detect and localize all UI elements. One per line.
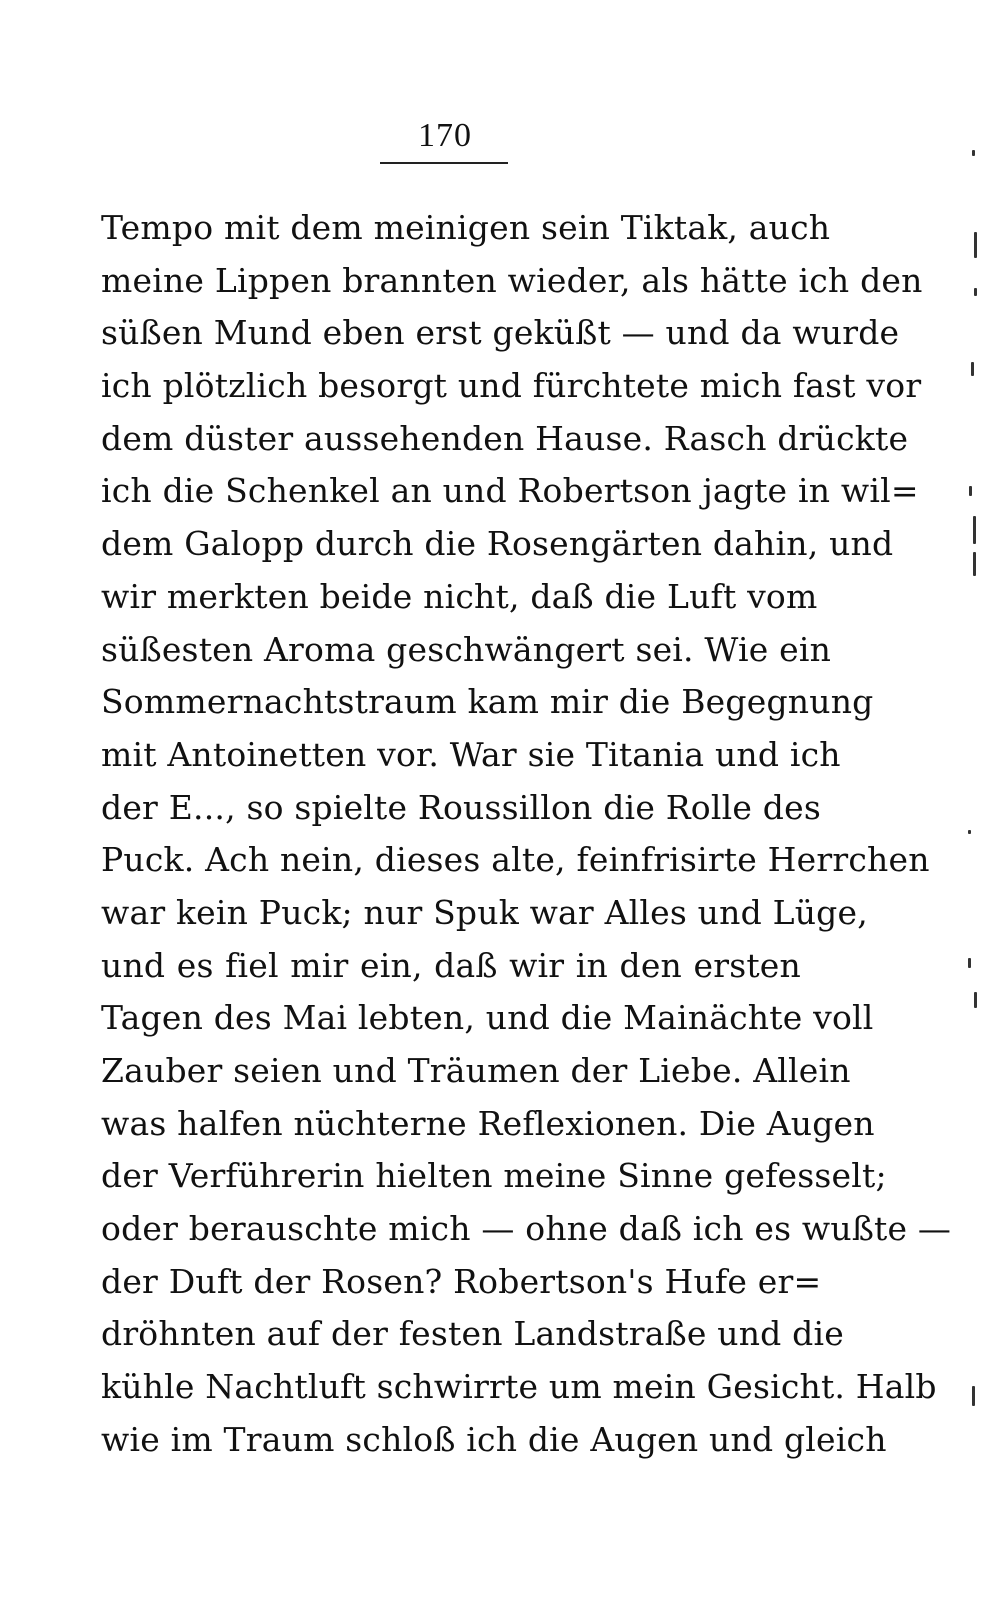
text-line: war kein Puck; nur Spuk war Alles und Lüge, — [101, 892, 868, 932]
text-line: Sommernachtstraum kam mir die Begegnung — [101, 682, 874, 722]
text-line: dem düster aussehenden Hause. Rasch drückte — [101, 418, 909, 458]
scan-speck — [974, 992, 977, 1008]
text-line: mit Antoinetten vor. War sie Titania und ich — [101, 734, 841, 774]
text-line: wir merkten beide nicht, daß die Luft vom — [101, 576, 818, 616]
scan-speck — [974, 232, 977, 258]
text-line: Zauber seien und Träumen der Liebe. Allein — [101, 1051, 851, 1090]
text-line: Puck. Ach nein, dieses alte, feinfrisirte Herrchen — [101, 840, 930, 880]
text-line: süßesten Aroma geschwängert sei. Wie ein — [101, 629, 832, 669]
text-line: dröhnten auf der festen Landstraße und die — [101, 1314, 844, 1354]
scan-speck — [968, 958, 971, 968]
body-text — [101, 202, 952, 1467]
text-line: süßen Mund eben erst geküßt — und da wurde — [101, 313, 900, 353]
scan-speck — [974, 288, 977, 296]
text-line: ich die Schenkel an und Robertson jagte in wil= — [101, 471, 919, 511]
text-line: kühle Nachtluft schwirrte um mein Gesicht. Halb — [101, 1367, 937, 1407]
text-line: was halfen nüchterne Reflexionen. Die Augen — [101, 1103, 875, 1143]
scan-speck — [971, 362, 974, 376]
text-line: oder berauschte mich — ohne daß ich es wußte — — [101, 1209, 952, 1249]
scan-speck — [968, 830, 971, 834]
text-line: wie im Traum schloß ich die Augen und gleich — [101, 1419, 887, 1459]
scan-speck — [972, 1386, 975, 1406]
text-line: der Verführerin hielten meine Sinne gefesselt; — [101, 1156, 887, 1196]
text-line: dem Galopp durch die Rosengärten dahin, und — [101, 524, 894, 564]
scan-speck — [969, 486, 972, 496]
page-number-rule — [380, 162, 508, 164]
text-line: und es fiel mir ein, daß wir in den ersten — [101, 945, 801, 985]
scan-edge-marks — [968, 0, 982, 1597]
text-line: Tempo mit dem meinigen sein Tiktak, auch — [101, 208, 831, 247]
scan-speck — [973, 516, 976, 544]
scan-speck — [973, 552, 976, 576]
page-number: 170 — [418, 117, 472, 154]
text-line: der Duft der Rosen? Robertson's Hufe er= — [101, 1261, 822, 1301]
text-line: der E..., so spielte Roussillon die Rolle des — [101, 787, 821, 827]
text-line: meine Lippen brannten wieder, als hätte ich den — [101, 260, 923, 300]
text-line: Tagen des Mai lebten, und die Mainächte voll — [101, 998, 874, 1038]
text-line: ich plötzlich besorgt und fürchtete mich fast vor — [101, 366, 922, 406]
scan-speck — [972, 150, 975, 156]
